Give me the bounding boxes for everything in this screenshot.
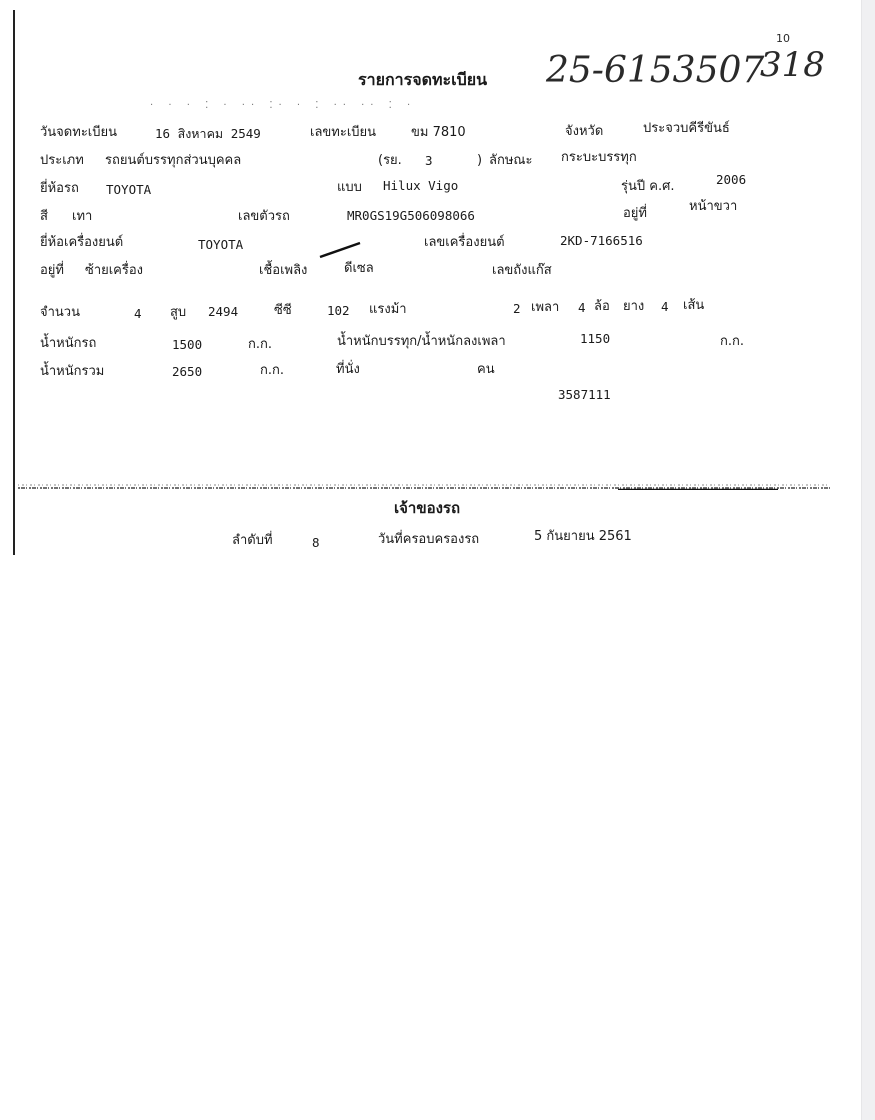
- handwritten-number: 25-6153507: [546, 50, 765, 91]
- weight-unit: ก.ก.: [248, 337, 273, 352]
- axles-value: 2: [513, 301, 521, 316]
- handwritten-superscript: 10: [776, 32, 790, 45]
- weight-value: 1500: [172, 337, 203, 352]
- hp-label: แรงม้า: [369, 302, 407, 317]
- engine-no-value: 2KD-7166516: [560, 233, 643, 248]
- type-code-open: (รย.: [378, 153, 402, 168]
- seats-label: ที่นั่ง: [336, 362, 360, 377]
- model-label: แบบ: [337, 180, 362, 195]
- gross-weight-unit: ก.ก.: [260, 363, 285, 378]
- sequence-label: ลำดับที่: [232, 533, 273, 548]
- cylinders-value: 2494: [208, 304, 239, 319]
- cylinders-label: สูบ: [170, 305, 187, 320]
- engine-brand-value: TOYOTA: [198, 237, 244, 252]
- reg-date-label: วันจดทะเบียน: [40, 125, 117, 140]
- type-value: รถยนต์บรรทุกส่วนบุคคล: [105, 153, 242, 168]
- load-weight-value: 1150: [580, 331, 611, 346]
- tires-unit: เส้น: [683, 298, 705, 313]
- province-value: ประจวบคีรีขันธ์: [643, 121, 730, 136]
- sequence-value: 8: [312, 535, 320, 550]
- count-label: จำนวน: [40, 305, 80, 320]
- province-label: จังหวัด: [565, 124, 604, 139]
- wheels-value: 4: [578, 300, 586, 315]
- engine-location-label: อยู่ที่: [40, 263, 64, 278]
- engine-location-value: ซ้ายเครื่อง: [85, 263, 144, 278]
- type-label: ประเภท: [40, 153, 84, 168]
- seats-unit: คน: [477, 362, 495, 377]
- handwritten-page: 318: [760, 45, 825, 85]
- chassis-location-label: อยู่ที่: [623, 206, 647, 221]
- body-style-label: ลักษณะ: [489, 153, 533, 168]
- pen-stroke: [318, 240, 363, 260]
- possession-date-value: 5 กันยายน 2561: [534, 529, 632, 544]
- load-weight-unit: ก.ก.: [720, 334, 745, 349]
- tires-value: 4: [661, 299, 669, 314]
- possession-date-label: วันที่ครอบครองรถ: [378, 532, 480, 547]
- model-year-label: รุ่นปี ค.ศ.: [621, 179, 675, 194]
- type-code-value: 3: [425, 153, 433, 168]
- gross-weight-label: น้ำหนักรวม: [40, 364, 105, 379]
- axles-label: เพลา: [531, 300, 560, 315]
- document-title: รายการจดทะเบียน: [358, 70, 488, 89]
- brand-value: TOYOTA: [106, 182, 152, 197]
- load-weight-label: น้ำหนักบรรทุก/น้ำหนักลงเพลา: [337, 334, 506, 349]
- gas-tank-label: เลขถังแก๊ส: [492, 263, 552, 278]
- gross-weight-value: 2650: [172, 364, 203, 379]
- scan-noise: · · · ⁚ · ·· ⁚· · ⁚ ·· ·· ⁚ ·: [150, 100, 417, 111]
- plate-value: ขม 7810: [411, 125, 466, 140]
- color-value: เทา: [72, 209, 93, 224]
- plate-label: เลขทะเบียน: [310, 125, 377, 140]
- cc-value: 102: [327, 303, 350, 318]
- cc-label: ซีซี: [274, 303, 292, 318]
- separator-band: [18, 478, 830, 490]
- model-value: Hilux Vigo: [383, 178, 459, 193]
- count-value: 4: [134, 306, 142, 321]
- fuel-label: เชื้อเพลิง: [259, 263, 308, 278]
- handwritten-annotation: [540, 28, 840, 98]
- owner-heading: เจ้าของรถ: [394, 499, 461, 517]
- scrollbar[interactable]: [861, 0, 875, 1120]
- brand-label: ยี่ห้อรถ: [40, 181, 79, 196]
- body-style-value: กระบะบรรทุก: [561, 150, 637, 165]
- reg-date-value: 16 สิงหาคม 2549: [155, 126, 261, 141]
- model-year-value: 2006: [716, 172, 747, 187]
- chassis-value: MR0GS19G506098066: [347, 208, 475, 223]
- misc-number: 3587111: [558, 387, 611, 402]
- fuel-value: ดีเซล: [344, 261, 374, 276]
- wheels-label: ล้อ: [594, 299, 610, 314]
- type-code-close: ): [477, 153, 483, 168]
- chassis-label: เลขตัวรถ: [238, 209, 290, 224]
- tires-label: ยาง: [623, 299, 645, 314]
- color-label: สี: [40, 209, 48, 224]
- engine-brand-label: ยี่ห้อเครื่องยนต์: [40, 235, 124, 250]
- engine-no-label: เลขเครื่องยนต์: [424, 235, 505, 250]
- chassis-location-value: หน้าขวา: [689, 199, 738, 214]
- weight-label: น้ำหนักรถ: [40, 336, 97, 351]
- left-margin-line: [13, 10, 15, 555]
